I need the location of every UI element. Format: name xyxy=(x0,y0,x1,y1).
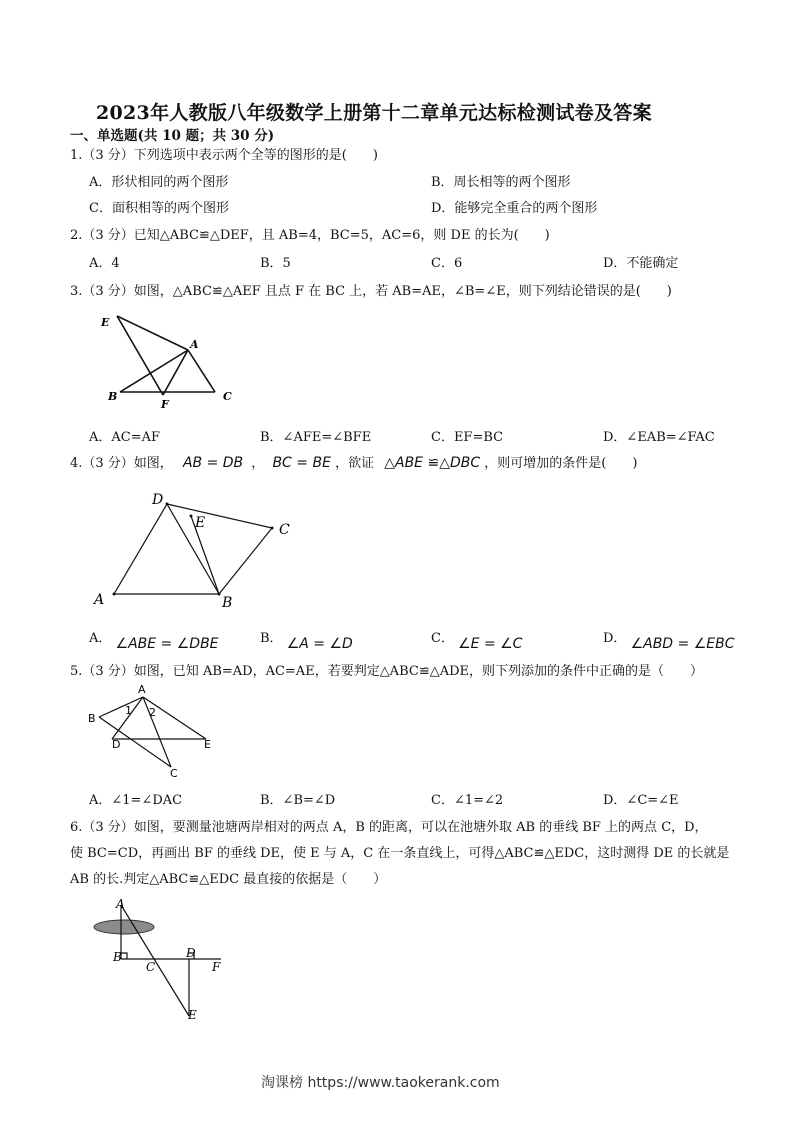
question-3-option-b: B．∠AFE=∠BFE xyxy=(260,430,372,445)
fig4-label-b: B xyxy=(222,595,233,611)
question-4-option-a-math: ∠ABE = ∠DBE xyxy=(115,636,219,652)
fig4-label-e: E xyxy=(195,515,206,531)
fig3-label-c: C xyxy=(223,390,232,403)
question-4-option-c-math: ∠E = ∠C xyxy=(458,636,523,652)
question-2-option-b: B．5 xyxy=(260,256,291,271)
question-4-math-2: BC = BE xyxy=(272,455,331,471)
question-4-option-b-key: B． xyxy=(260,631,283,646)
fig5-label-d: D xyxy=(112,738,121,751)
question-6-figure xyxy=(88,893,233,1028)
question-5-figure xyxy=(82,680,222,780)
question-4-stem-post: ，则可增加的条件是( ) xyxy=(484,456,638,471)
question-4-option-c-key: C． xyxy=(431,631,454,646)
section-heading: 一、单选题(共 10 题；共 30 分) xyxy=(70,128,275,144)
fig5-label-a: A xyxy=(138,683,146,696)
question-4-figure xyxy=(88,488,303,613)
question-2-stem: 2.（3 分）已知△ABC≌△DEF，且 AB=4，BC=5，AC=6，则 DE 的长为( ) xyxy=(70,228,550,243)
fig4-label-c: C xyxy=(279,522,290,538)
question-5-option-b: B．∠B=∠D xyxy=(260,793,336,808)
question-4-stem xyxy=(70,452,637,471)
question-2-option-c: C．6 xyxy=(431,256,463,271)
fig3-label-a: A xyxy=(190,338,199,351)
question-4-option-b xyxy=(260,627,353,652)
fig3-label-e: E xyxy=(101,316,110,329)
question-1-option-b: B．周长相等的两个图形 xyxy=(431,175,571,190)
fig5-label-1: 1 xyxy=(125,704,132,717)
question-4-math-3: △ABE ≌△DBC xyxy=(384,455,481,471)
fig5-label-e: E xyxy=(204,738,211,751)
question-4-option-b-math: ∠A = ∠D xyxy=(286,636,353,652)
question-4-option-d-math: ∠ABD = ∠EBC xyxy=(630,636,735,652)
question-5-option-c: C．∠1=∠2 xyxy=(431,793,504,808)
question-3-stem: 3.（3 分）如图，△ABC≌△AEF 且点 F 在 BC 上，若 AB=AE，∠B=∠E，则下列结论错误的是( ) xyxy=(70,284,672,299)
question-1-option-d: D．能够完全重合的两个图形 xyxy=(431,201,598,216)
question-5-option-d: D．∠C=∠E xyxy=(603,793,679,808)
question-6-stem-line-2: 使 BC=CD，再画出 BF 的垂线 DE，使 E 与 A，C 在一条直线上，可得△ABC≌△EDC，这时测得 DE 的长就是 xyxy=(70,846,730,861)
question-2-option-d: D．不能确定 xyxy=(603,256,679,271)
question-4-option-d-key: D． xyxy=(603,631,627,646)
fig6-label-d: D xyxy=(186,946,196,960)
question-5-stem: 5.（3 分）如图，已知 AB=AD，AC=AE，若要判定△ABC≌△ADE，则下列添加的条件中正确的是（ ） xyxy=(70,664,704,679)
fig5-label-2: 2 xyxy=(149,706,156,719)
fig6-label-e: E xyxy=(188,1008,197,1022)
question-3-option-a: A．AC=AF xyxy=(89,430,161,445)
question-4-math-1: AB = DB xyxy=(182,455,244,471)
fig5-label-c: C xyxy=(170,767,178,780)
fig4-label-d: D xyxy=(152,492,164,508)
question-6-stem-line-3: AB 的长.判定△ABC≌△EDC 最直接的依据是（ ） xyxy=(70,872,387,887)
question-4-option-c xyxy=(431,627,523,652)
question-1-stem: 1.（3 分）下列选项中表示两个全等的图形的是( ) xyxy=(70,148,378,163)
question-4-stem-pre: 4.（3 分）如图， xyxy=(70,456,173,471)
question-3-option-c: C．EF=BC xyxy=(431,430,504,445)
question-3-figure xyxy=(95,308,245,413)
question-2-option-a: A．4 xyxy=(89,256,120,271)
question-5-option-a: A．∠1=∠DAC xyxy=(89,793,183,808)
fig6-label-a: A xyxy=(116,897,125,911)
question-4-option-a-key: A． xyxy=(89,631,112,646)
page-footer: 淘课榜 https://www.taokerank.com xyxy=(261,1075,500,1091)
page-title: 2023年人教版八年级数学上册第十二章单元达标检测试卷及答案 xyxy=(96,102,652,124)
question-4-comma: ， xyxy=(251,456,265,471)
question-1-option-a: A．形状相同的两个图形 xyxy=(89,175,229,190)
question-3-option-d: D．∠EAB=∠FAC xyxy=(603,430,715,445)
fig6-label-f: F xyxy=(212,960,221,974)
fig5-label-b: B xyxy=(88,712,96,725)
question-1-option-c: C．面积相等的两个图形 xyxy=(89,201,229,216)
fig4-label-a: A xyxy=(94,592,105,608)
question-4-option-a xyxy=(89,627,219,652)
fig6-label-c: C xyxy=(146,960,156,974)
question-4-option-d xyxy=(603,627,735,652)
question-6-stem-line-1: 6.（3 分）如图，要测量池塘两岸相对的两点 A，B 的距离，可以在池塘外取 AB 的垂线 BF 上的两点 C，D， xyxy=(70,820,708,835)
question-4-stem-mid: ，欲证 xyxy=(335,456,375,471)
fig3-label-f: F xyxy=(161,398,169,411)
fig6-label-b: B xyxy=(113,950,122,964)
fig3-label-b: B xyxy=(108,390,118,403)
